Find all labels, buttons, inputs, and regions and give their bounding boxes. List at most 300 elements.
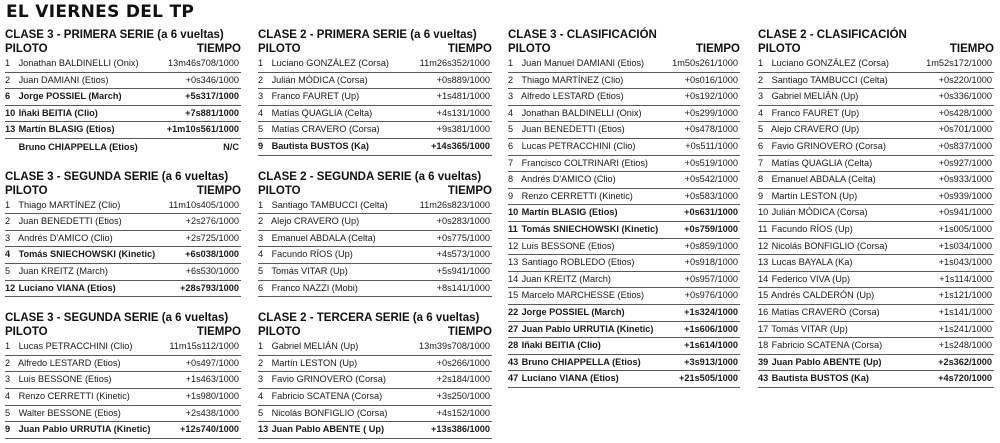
time-column-header: TIEMPO bbox=[196, 43, 241, 55]
driver-name: Lucas PETRACCHINI (Clio) bbox=[18, 341, 133, 352]
lap-time: +8s141/1000 bbox=[436, 282, 490, 293]
driver-cell bbox=[258, 89, 359, 105]
position-number: 11 bbox=[758, 223, 768, 234]
driver-cell bbox=[508, 172, 616, 188]
table-row bbox=[758, 156, 994, 173]
lap-time: +0s918/1000 bbox=[684, 257, 738, 268]
position-number: 1 bbox=[5, 58, 11, 68]
table-row bbox=[508, 255, 740, 272]
table-row bbox=[5, 106, 241, 123]
table-row bbox=[5, 264, 241, 281]
position-number: 1 bbox=[758, 58, 764, 68]
position-number: 12 bbox=[758, 240, 769, 251]
driver-name: Jorge POSSIEL (March) bbox=[18, 91, 122, 102]
pilot-column-header: PILOTO bbox=[258, 184, 301, 197]
table-row bbox=[5, 73, 241, 90]
driver-cell bbox=[508, 338, 601, 354]
lap-time: +6s038/1000 bbox=[185, 249, 239, 260]
lap-time: +0s336/1000 bbox=[938, 91, 992, 102]
table-header bbox=[5, 325, 241, 339]
driver-cell bbox=[5, 73, 108, 89]
driver-name: Julián MÓDICA (Corsa) bbox=[771, 207, 868, 218]
driver-cell bbox=[258, 106, 372, 122]
driver-cell bbox=[758, 122, 859, 138]
lap-time: +0s511/1000 bbox=[685, 140, 738, 151]
table-row bbox=[5, 406, 241, 423]
driver-cell bbox=[758, 255, 852, 271]
position-number: 2 bbox=[258, 74, 264, 85]
position-number: 13 bbox=[258, 424, 269, 435]
lap-time: +0s016/1000 bbox=[684, 74, 738, 85]
position-number: 6 bbox=[758, 140, 764, 151]
driver-cell bbox=[758, 106, 859, 122]
driver-cell bbox=[5, 106, 98, 122]
driver-name: Iñaki BEITIA (Clio) bbox=[18, 107, 98, 118]
lap-time: 11m26s352/1000 bbox=[419, 58, 490, 68]
driver-cell bbox=[258, 198, 388, 214]
table-row bbox=[5, 139, 241, 156]
driver-cell bbox=[758, 272, 850, 288]
driver-cell bbox=[508, 106, 642, 122]
position-number: 4 bbox=[258, 107, 264, 118]
lap-time: +0s283/1000 bbox=[436, 216, 490, 227]
table-row bbox=[258, 214, 492, 231]
position-number: 4 bbox=[258, 390, 264, 401]
driver-cell bbox=[508, 322, 653, 338]
position-number: 43 bbox=[758, 373, 769, 384]
driver-name: Jonathan BALDINELLI (Onix) bbox=[18, 58, 139, 68]
position-number: 10 bbox=[508, 207, 519, 218]
driver-name: Thiago MARTÍNEZ (Clio) bbox=[521, 74, 624, 85]
position-number: 10 bbox=[758, 207, 769, 218]
driver-name: Tomás SNIECHOWSKI (Kinetic) bbox=[521, 223, 659, 234]
driver-cell bbox=[5, 422, 150, 438]
lap-time: +0s192/1000 bbox=[684, 91, 738, 102]
position-number: 1 bbox=[5, 341, 11, 352]
driver-cell bbox=[258, 264, 348, 280]
driver-name: Andrés D'AMICO (Clio) bbox=[18, 232, 113, 243]
table-row bbox=[758, 239, 994, 256]
lap-time: +0s701/1000 bbox=[938, 124, 992, 135]
driver-cell bbox=[258, 372, 386, 388]
driver-name: Juan Pablo URRUTIA (Kinetic) bbox=[18, 424, 151, 435]
table-row bbox=[758, 322, 994, 339]
lap-time: +0s759/1000 bbox=[684, 223, 738, 234]
position-number: 5 bbox=[5, 407, 11, 418]
table-row bbox=[5, 56, 241, 73]
lap-time: +0s775/1000 bbox=[436, 232, 490, 243]
lap-time: +0s976/1000 bbox=[684, 290, 738, 301]
table-row bbox=[508, 305, 740, 322]
lap-time: +2s725/1000 bbox=[185, 232, 239, 243]
position-number: 9 bbox=[758, 190, 764, 201]
results-section bbox=[758, 28, 994, 388]
driver-name: Tomás VITAR (Up) bbox=[771, 323, 848, 334]
position-number: 15 bbox=[508, 290, 519, 301]
driver-name: Santiago ROBLEDO (Etios) bbox=[521, 257, 635, 268]
driver-name: Tomás SNIECHOWSKI (Kinetic) bbox=[18, 249, 156, 260]
driver-name: Bautista BUSTOS (Ka) bbox=[771, 373, 869, 384]
driver-cell bbox=[258, 356, 357, 372]
driver-cell bbox=[508, 255, 634, 271]
lap-time: +1s141/1000 bbox=[938, 306, 992, 317]
lap-time: +0s837/1000 bbox=[938, 140, 992, 151]
driver-name: Facundo RÍOS (Up) bbox=[271, 249, 353, 260]
lap-time: +9s381/1000 bbox=[436, 124, 490, 135]
position-number: 2 bbox=[5, 216, 11, 227]
lap-time: +4s152/1000 bbox=[436, 407, 490, 418]
driver-name: Matías QUAGLIA (Celta) bbox=[771, 157, 873, 168]
driver-name: Nicolás BONFIGLIO (Corsa) bbox=[771, 240, 888, 251]
driver-cell bbox=[258, 339, 358, 355]
table-header bbox=[258, 325, 492, 339]
table-row bbox=[258, 56, 492, 73]
position-number: 43 bbox=[508, 356, 519, 367]
driver-cell bbox=[508, 189, 633, 205]
position-number: 3 bbox=[5, 374, 11, 385]
table-row bbox=[258, 281, 492, 298]
section-title: CLASE 2 - TERCERA SERIE (a 6 vueltas) bbox=[258, 312, 480, 325]
driver-cell bbox=[758, 239, 887, 255]
driver-cell bbox=[758, 172, 876, 188]
driver-name: Martín BLASIG (Etios) bbox=[18, 124, 115, 135]
position-number: 47 bbox=[508, 373, 519, 384]
driver-name: Favio GRINOVERO (Corsa) bbox=[771, 140, 886, 151]
table-row bbox=[508, 106, 740, 123]
table-row bbox=[508, 89, 740, 106]
driver-name: Favio GRINOVERO (Corsa) bbox=[271, 374, 386, 385]
driver-name: Tomás VITAR (Up) bbox=[271, 265, 348, 276]
table-row bbox=[758, 122, 994, 139]
position-number: 7 bbox=[508, 157, 514, 168]
lap-time: +2s438/1000 bbox=[185, 407, 239, 418]
driver-cell bbox=[508, 89, 624, 105]
driver-cell bbox=[5, 89, 122, 105]
page-title: EL VIERNES DEL TP bbox=[6, 2, 195, 22]
time-column-header: TIEMPO bbox=[447, 43, 492, 55]
section-spacer bbox=[258, 297, 492, 311]
position-number: 4 bbox=[5, 249, 11, 260]
table-row bbox=[758, 338, 994, 355]
table-header bbox=[5, 184, 241, 198]
driver-name: Martín LESTON (Up) bbox=[271, 357, 358, 368]
lap-time: 13m46s708/1000 bbox=[167, 58, 239, 68]
position-number: 4 bbox=[5, 390, 11, 401]
position-number: 3 bbox=[258, 374, 264, 385]
table-row bbox=[508, 205, 740, 222]
lap-time: 13m39s708/1000 bbox=[418, 341, 490, 352]
table-row bbox=[758, 371, 994, 388]
position-number: 5 bbox=[5, 265, 11, 276]
pilot-column-header: PILOTO bbox=[758, 43, 801, 55]
driver-name: Gabriel MELIÁN (Up) bbox=[771, 91, 859, 102]
table-row bbox=[758, 288, 994, 305]
position-number: 8 bbox=[508, 174, 514, 185]
driver-cell bbox=[5, 231, 113, 247]
table-row bbox=[5, 356, 241, 373]
driver-name: Franco FAURET (Up) bbox=[271, 91, 360, 102]
table-row bbox=[508, 272, 740, 289]
lap-time: +1s980/1000 bbox=[185, 390, 239, 401]
driver-cell bbox=[508, 239, 615, 255]
driver-name: Lucas PETRACCHINI (Clio) bbox=[521, 140, 636, 151]
position-number: 2 bbox=[258, 357, 264, 368]
time-column-header: TIEMPO bbox=[695, 43, 740, 55]
driver-cell bbox=[758, 222, 853, 238]
table-row bbox=[5, 214, 241, 231]
position-number: 13 bbox=[508, 257, 519, 268]
pilot-column-header: PILOTO bbox=[258, 326, 301, 339]
driver-name: Lucas BAYALA (Ka) bbox=[771, 257, 853, 268]
pilot-column-header: PILOTO bbox=[258, 43, 301, 55]
driver-name: Martín BLASIG (Etios) bbox=[521, 207, 618, 218]
table-row bbox=[5, 247, 241, 264]
section-title: CLASE 3 - PRIMERA SERIE (a 6 vueltas) bbox=[5, 29, 224, 41]
section-title: CLASE 3 - SEGUNDA SERIE (a 6 vueltas) bbox=[5, 170, 229, 183]
pilot-column-header: PILOTO bbox=[5, 43, 48, 55]
lap-time: +1s034/1000 bbox=[938, 240, 992, 251]
table-row bbox=[758, 56, 994, 73]
time-column-header: TIEMPO bbox=[447, 326, 492, 339]
table-row bbox=[258, 389, 492, 406]
table-header bbox=[258, 42, 492, 56]
driver-cell bbox=[508, 56, 644, 72]
lap-time: +1m10s561/1000 bbox=[166, 124, 239, 135]
driver-name: Alfredo LESTARD (Etios) bbox=[521, 91, 624, 102]
position-number: 6 bbox=[258, 282, 264, 293]
lap-time: +4s720/1000 bbox=[938, 373, 992, 384]
position-number: 5 bbox=[258, 124, 264, 135]
position-number: 9 bbox=[508, 190, 514, 201]
lap-time: +2s362/1000 bbox=[938, 356, 992, 367]
results-section bbox=[258, 28, 492, 156]
table-row bbox=[258, 422, 492, 439]
position-number: 3 bbox=[5, 232, 11, 243]
driver-name: Emanuel ABDALA (Celta) bbox=[771, 174, 876, 185]
driver-name: Juan BENEDETTI (Etios) bbox=[18, 216, 122, 227]
lap-time: +1s606/1000 bbox=[684, 323, 738, 334]
driver-cell bbox=[508, 305, 625, 321]
section-title: CLASE 2 - SEGUNDA SERIE (a 6 vueltas) bbox=[258, 170, 482, 183]
results-section bbox=[258, 170, 492, 298]
driver-cell bbox=[758, 156, 872, 172]
driver-name: Walter BESSONE (Etios) bbox=[18, 407, 121, 418]
driver-name: Juan DAMIANI (Etios) bbox=[18, 74, 109, 85]
lap-time: +0s859/1000 bbox=[684, 240, 738, 251]
position-number: 3 bbox=[258, 91, 264, 102]
driver-name: Gabriel MELIÁN (Up) bbox=[271, 341, 359, 352]
driver-cell bbox=[508, 139, 635, 155]
table-row bbox=[258, 356, 492, 373]
driver-name: Bruno CHIAPPELLA (Etios) bbox=[521, 356, 641, 367]
driver-cell bbox=[258, 73, 368, 89]
lap-time: +3s913/1000 bbox=[684, 356, 738, 367]
table-row bbox=[5, 389, 241, 406]
driver-cell bbox=[508, 355, 641, 371]
table-row bbox=[758, 73, 994, 90]
driver-name: Luciano GONZÁLEZ (Corsa) bbox=[271, 58, 389, 68]
pilot-column-header: PILOTO bbox=[5, 326, 48, 339]
position-number: 9 bbox=[258, 140, 264, 151]
driver-name: Jonathan BALDINELLI (Onix) bbox=[521, 107, 642, 118]
position-number: 11 bbox=[508, 223, 518, 234]
table-row bbox=[758, 255, 994, 272]
position-number: 6 bbox=[508, 140, 514, 151]
position-number: 17 bbox=[758, 323, 769, 334]
driver-name: Franco FAURET (Up) bbox=[771, 107, 860, 118]
pilot-column-header: PILOTO bbox=[508, 43, 551, 55]
table-row bbox=[758, 305, 994, 322]
position-number: 12 bbox=[5, 282, 16, 293]
table-row bbox=[758, 189, 994, 206]
table-row bbox=[508, 322, 740, 339]
lap-time: +1s324/1000 bbox=[684, 306, 738, 317]
driver-name: Andrés CALDERÓN (Up) bbox=[771, 290, 875, 301]
table-row bbox=[758, 139, 994, 156]
position-number: 3 bbox=[508, 91, 514, 102]
lap-time: 1m52s172/1000 bbox=[926, 58, 992, 68]
table-row bbox=[758, 89, 994, 106]
table-row bbox=[508, 56, 740, 73]
driver-cell bbox=[258, 56, 389, 72]
lap-time: 1m50s261/1000 bbox=[672, 58, 738, 68]
lap-time: +2s184/1000 bbox=[436, 374, 490, 385]
table-row bbox=[258, 264, 492, 281]
lap-time: +0s478/1000 bbox=[684, 124, 738, 135]
table-row bbox=[508, 355, 740, 372]
lap-time: +0s497/1000 bbox=[185, 357, 239, 368]
driver-cell bbox=[258, 231, 376, 247]
driver-name: Julián MÓDICA (Corsa) bbox=[271, 74, 368, 85]
driver-cell bbox=[758, 355, 881, 371]
lap-time: +13s386/1000 bbox=[430, 424, 490, 435]
driver-name: Juan KREITZ (March) bbox=[521, 273, 611, 284]
position-number: 3 bbox=[758, 91, 764, 102]
table-row bbox=[258, 139, 492, 156]
position-number: 7 bbox=[758, 157, 764, 168]
lap-time: +1s121/1000 bbox=[938, 290, 992, 301]
driver-cell bbox=[758, 322, 848, 338]
table-row bbox=[508, 288, 740, 305]
driver-name: Alejo CRAVERO (Up) bbox=[271, 216, 360, 227]
driver-cell bbox=[508, 73, 623, 89]
section-title: CLASE 3 - SEGUNDA SERIE (a 6 vueltas) bbox=[5, 312, 229, 325]
driver-cell bbox=[5, 122, 115, 138]
lap-time: +12s740/1000 bbox=[179, 424, 239, 435]
position-number: 2 bbox=[258, 216, 264, 227]
driver-name: Matías QUAGLIA (Celta) bbox=[271, 107, 373, 118]
position-number: 1 bbox=[258, 341, 264, 352]
table-header bbox=[758, 42, 994, 56]
driver-name: Luciano VIANA (Etios) bbox=[18, 282, 116, 293]
lap-time: +4s573/1000 bbox=[436, 249, 490, 260]
lap-time: +0s927/1000 bbox=[938, 157, 992, 168]
driver-name: Alejo CRAVERO (Up) bbox=[771, 124, 860, 135]
section-title: CLASE 2 - PRIMERA SERIE (a 6 vueltas) bbox=[258, 29, 477, 41]
position-number: 13 bbox=[758, 257, 769, 268]
lap-time: +0s266/1000 bbox=[436, 357, 490, 368]
driver-name: Luis BESSONE (Etios) bbox=[18, 374, 112, 385]
position-number: 2 bbox=[758, 74, 764, 85]
driver-name: Franco NAZZI (Mobi) bbox=[271, 282, 358, 293]
position-number: 1 bbox=[258, 58, 264, 68]
driver-cell bbox=[758, 139, 886, 155]
position-number: 10 bbox=[5, 107, 16, 118]
driver-name: Juan Pablo URRUTIA (Kinetic) bbox=[521, 323, 654, 334]
lap-time: +0s889/1000 bbox=[436, 74, 490, 85]
table-row bbox=[258, 339, 492, 356]
driver-name: Matías CRAVERO (Corsa) bbox=[271, 124, 380, 135]
results-section bbox=[5, 170, 241, 298]
driver-cell bbox=[508, 156, 648, 172]
table-row bbox=[258, 73, 492, 90]
position-number: 9 bbox=[5, 424, 11, 435]
table-row bbox=[758, 355, 994, 372]
driver-name: Martín LESTON (Up) bbox=[771, 190, 858, 201]
driver-name: Marcelo MARCHESSE (Etios) bbox=[521, 290, 645, 301]
driver-cell bbox=[758, 56, 889, 72]
driver-cell bbox=[258, 139, 369, 155]
position-number: 22 bbox=[508, 306, 519, 317]
lap-time: +1s481/1000 bbox=[436, 91, 490, 102]
table-row bbox=[758, 272, 994, 289]
driver-cell bbox=[5, 372, 112, 388]
driver-cell bbox=[508, 288, 644, 304]
table-row bbox=[508, 139, 740, 156]
driver-name: Bautista BUSTOS (Ka) bbox=[271, 140, 369, 151]
section-title: CLASE 3 - CLASIFICACIÓN bbox=[508, 29, 657, 41]
table-row bbox=[758, 172, 994, 189]
position-number: 14 bbox=[508, 273, 519, 284]
table-row bbox=[5, 281, 241, 298]
section-title: CLASE 2 - CLASIFICACIÓN bbox=[758, 29, 907, 41]
position-number: 2 bbox=[508, 74, 514, 85]
table-row bbox=[5, 122, 241, 139]
position-number: 8 bbox=[758, 174, 764, 185]
driver-name: Juan Manuel DAMIANI (Etios) bbox=[521, 58, 645, 68]
driver-name: Renzo CERRETTI (Kinetic) bbox=[18, 390, 130, 401]
time-column-header: TIEMPO bbox=[196, 184, 241, 197]
driver-name: Santiago TAMBUCCI (Celta) bbox=[271, 199, 388, 210]
driver-cell bbox=[758, 338, 882, 354]
lap-time: +1s614/1000 bbox=[684, 340, 738, 351]
lap-time: +1s005/1000 bbox=[938, 223, 992, 234]
position-number: 27 bbox=[508, 323, 519, 334]
position-number: 28 bbox=[508, 340, 519, 351]
pilot-column-header: PILOTO bbox=[5, 184, 48, 197]
driver-cell bbox=[258, 389, 382, 405]
position-number: 5 bbox=[258, 265, 264, 276]
lap-time: +1s463/1000 bbox=[185, 374, 239, 385]
driver-name: Juan Pablo ABENTE (Up) bbox=[771, 356, 882, 367]
driver-name: Jorge POSSIEL (March) bbox=[521, 306, 625, 317]
position-number: 18 bbox=[758, 340, 769, 351]
table-row bbox=[508, 189, 740, 206]
lap-time: +0s220/1000 bbox=[938, 74, 992, 85]
lap-time: 11m15s112/1000 bbox=[169, 341, 239, 352]
driver-name: Facundo RÍOS (Up) bbox=[771, 223, 853, 234]
table-row bbox=[5, 339, 241, 356]
driver-cell bbox=[5, 281, 116, 297]
driver-name: Thiago MARTÍNEZ (Clio) bbox=[18, 199, 121, 210]
driver-name: Fabricio SCATENA (Corsa) bbox=[771, 340, 883, 351]
lap-time: +1s043/1000 bbox=[938, 257, 992, 268]
driver-cell bbox=[758, 371, 869, 387]
lap-time: 11m26s823/1000 bbox=[419, 199, 490, 210]
driver-cell bbox=[508, 122, 625, 138]
driver-cell bbox=[758, 305, 880, 321]
driver-name: Nicolás BONFIGLIO (Corsa) bbox=[271, 407, 388, 418]
